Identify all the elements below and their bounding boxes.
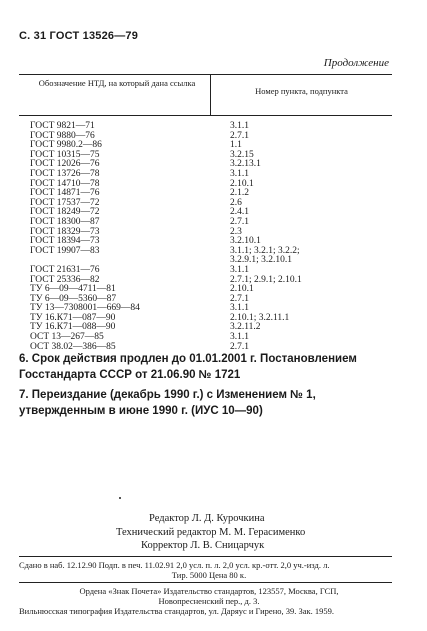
continuation-label: Продолжение [323, 57, 389, 69]
publisher-block [19, 586, 399, 616]
table-cell-doc: ГОСТ 18329—73 [30, 226, 100, 237]
editor-line: Редактор Л. Д. Курочкина [149, 513, 265, 524]
table-cell-doc: ГОСТ 12026—76 [30, 159, 100, 170]
table-column-divider [210, 74, 211, 115]
publisher-line-2: Новопресненский пер., д. 3. [158, 596, 260, 606]
table-cell-doc: ГОСТ 19907—83 [30, 245, 100, 256]
table-cell-item: 2.7.1 [230, 341, 249, 352]
table-cell-doc: ОСТ 13—267—85 [30, 332, 104, 343]
table-cell-doc: ТУ 13—7308001—669—84 [30, 303, 140, 314]
credits-block [0, 512, 427, 553]
table-cell-item: 1.1 [230, 140, 242, 151]
table-cell-item: 2.7.1 [230, 293, 249, 304]
paragraph-6: 6. Срок действия продлен до 01.01.2001 г. Постановлением Госстандарта СССР от 21.06.90 № 1721 [19, 353, 357, 381]
table-cell-item: 3.2.15 [230, 149, 254, 160]
column-header-item: Номер пункта, подпункта [255, 86, 348, 96]
imprint-top-rule [19, 556, 392, 557]
table-cell-item: 3.1.1 [230, 121, 249, 131]
paragraph-7: 7. Переиздание (декабрь 1990 г.) с Изменением № 1, утвержденным в июне 1990 г. (ИУС 10—90) [19, 389, 316, 417]
table-cell-item: 3.1.1 [230, 168, 249, 179]
table-cell-doc: ОСТ 38.02—386—85 [30, 341, 116, 352]
table-cell-item: 3.2.9.1; 3.2.10.1 [230, 255, 293, 266]
table-cell-item: 3.1.1 [230, 303, 249, 314]
table-cell-doc: ГОСТ 9980.2—86 [30, 140, 102, 151]
table-top-rule [19, 74, 392, 75]
imprint-block [19, 560, 399, 580]
table-cell-item: 2.7.1 [230, 130, 249, 141]
table-cell-doc: ГОСТ 9880—76 [30, 130, 95, 141]
table-cell-item: 2.7.1 [230, 216, 249, 227]
table-cell-item: 2.10.1 [230, 284, 254, 295]
table-cell-doc: ТУ 16.К71—087—90 [30, 312, 116, 323]
table-cell-item: 2.3 [230, 226, 242, 237]
tech-editor-line: Технический редактор М. М. Герасименко [116, 526, 306, 538]
table-cell-doc: ГОСТ 18394—73 [30, 236, 100, 247]
table-cell-doc: ТУ 16.К71—088—90 [30, 322, 116, 333]
table-cell-doc: ГОСТ 25336—82 [30, 274, 100, 285]
table-cell-item: 3.2.13.1 [230, 159, 261, 170]
table-cell-doc: ГОСТ 18249—72 [30, 207, 100, 218]
table-cell-item: 3.1.1 [230, 332, 249, 343]
table-cell-item: 3.1.1; 3.2.1; 3.2.2; [230, 245, 300, 256]
document-column [30, 122, 140, 352]
table-cell-item: 3.2.11.2 [230, 322, 261, 333]
table-cell-doc: ГОСТ 13726—78 [30, 168, 100, 179]
table-cell-doc: ГОСТ 18300—87 [30, 216, 100, 227]
table-cell-doc: ТУ 6—09—4711—81 [30, 284, 116, 295]
imprint-middle-rule [19, 582, 392, 583]
printer-line: Вильнюсская типография Издательства стандартов, ул. Даряус и Гирено, 39. Зак. 1959. [19, 606, 335, 616]
table-cell-doc: ТУ 6—09—5360—87 [30, 293, 117, 304]
table-cell-item: 2.6 [230, 197, 242, 208]
table-cell-item: 3.1.1 [230, 264, 249, 275]
table-cell-item: 2.10.1; 3.2.11.1 [230, 312, 290, 323]
table-cell-doc: ГОСТ 14710—78 [30, 178, 100, 189]
publisher-line-1: Ордена «Знак Почета» Издательство стандартов, 123557, Москва, ГСП, [79, 586, 339, 596]
table-cell-item: 3.2.10.1 [230, 236, 261, 247]
table-header-rule [19, 115, 392, 116]
table-cell-item: 2.7.1; 2.9.1; 2.10.1 [230, 274, 302, 285]
imprint-line-1: Сдано в наб. 12.12.90 Подп. в печ. 11.02.91 2,0 усл. п. л. 2,0 усл. кр.-отт. 2,0 уч.-изд. л. [19, 560, 330, 570]
table-cell-item: 2.4.1 [230, 207, 249, 218]
table-cell-item: 2.1.2 [230, 188, 249, 199]
item-column [230, 122, 302, 352]
table-cell-doc: ГОСТ 14871—76 [30, 188, 100, 199]
table-cell-doc: ГОСТ 21631—76 [30, 264, 100, 275]
table-cell-doc: ГОСТ 9821—71 [30, 121, 95, 131]
column-header-document: Обозначение НТД, на который дана ссылка [38, 78, 196, 88]
imprint-line-2: Тир. 5000 Цена 80 к. [171, 570, 247, 580]
table-cell-item: 2.10.1 [230, 178, 254, 189]
page-header: С. 31 ГОСТ 13526—79 [19, 30, 139, 42]
print-speck [119, 497, 121, 499]
table-cell-doc: ГОСТ 10315—75 [30, 149, 100, 160]
proofreader-line: Корректор Л. В. Сницарчук [141, 540, 265, 551]
table-cell-doc: ГОСТ 17537—72 [30, 197, 100, 208]
